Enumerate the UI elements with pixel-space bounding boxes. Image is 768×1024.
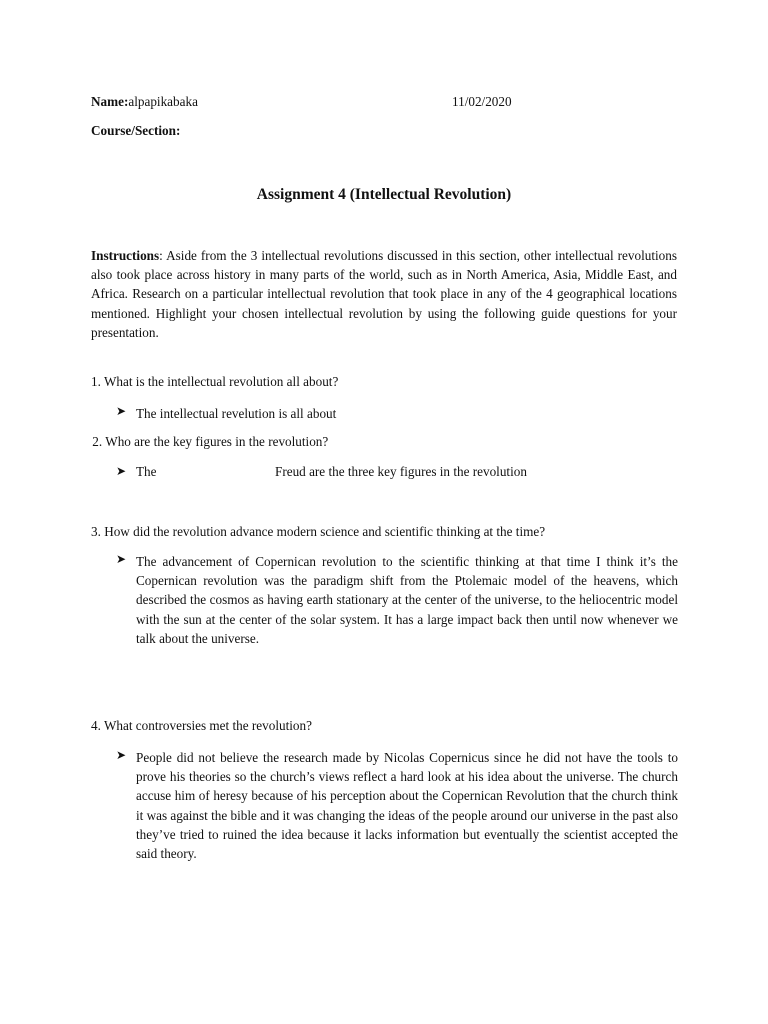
arrowhead-bullet-icon: ➤ — [116, 404, 127, 418]
arrowhead-bullet-icon: ➤ — [116, 464, 127, 478]
answer-1-text: The intellectual revelution is all about — [136, 406, 337, 421]
answer-4 — [116, 748, 678, 868]
instructions-paragraph — [91, 246, 677, 342]
answer-2-text-end: Freud are the three key figures in the revolution — [275, 464, 527, 479]
name-line — [91, 94, 198, 110]
answer-3-text: The advancement of Copernican revolution to the scientific thinking at that time I think it’s the Copernican revolution was the paradigm shift from the Ptolemaic model of the heavens, which described the cosmos as having earth stationary at the center of the universe, to the heliocentric model with the sun at the center of the solar system. It has a large impact back then until now whenever we talk about the universe. — [136, 554, 678, 646]
name-label: Name: — [91, 94, 129, 109]
arrowhead-bullet-icon: ➤ — [116, 552, 127, 566]
answer-2 — [116, 464, 676, 484]
instructions-text: : Aside from the 3 intellectual revolutions discussed in this section, other intellectual revolutions also took place across history in many parts of the world, such as in North America, Asia, Middle East, and Africa. Research on a particular intellectual revolution that took place in any of the 4 geographical locations mentioned. Highlight your chosen intellectual revolution by using the following guide questions for your presentation. — [91, 248, 677, 340]
answer-3 — [116, 552, 678, 652]
assignment-title: Assignment 4 (Intellectual Revolution) — [256, 186, 512, 203]
question-4: 4. What controversies met the revolution? — [91, 718, 312, 733]
answer-2-text-start: The — [136, 464, 157, 479]
date: 11/02/2020 — [452, 94, 512, 109]
arrowhead-bullet-icon: ➤ — [116, 748, 127, 762]
question-2: 2. Who are the key figures in the revolution? — [89, 434, 329, 449]
answer-4-text: People did not believe the research made by Nicolas Copernicus since he did not have the tools to prove his theories so the church’s views reflect a hard look at his idea about the universe. The church accuse him of heresy because of his perception about the Copernican Revolution that the church think it was against the bible and it was changing the ideas of the people around our universe in the past also they’ve tried to ruined the idea because it lacks information but eventually the scientist accepted the said theory. — [136, 750, 679, 862]
answer-1 — [116, 404, 676, 424]
name-value: alpapikabaka — [128, 94, 198, 109]
question-3: 3. How did the revolution advance modern science and scientific thinking at the time? — [91, 524, 546, 539]
instructions-label: Instructions — [91, 248, 160, 263]
question-1: 1. What is the intellectual revolution all about? — [91, 374, 339, 389]
course-section-label: Course/Section: — [91, 123, 181, 138]
